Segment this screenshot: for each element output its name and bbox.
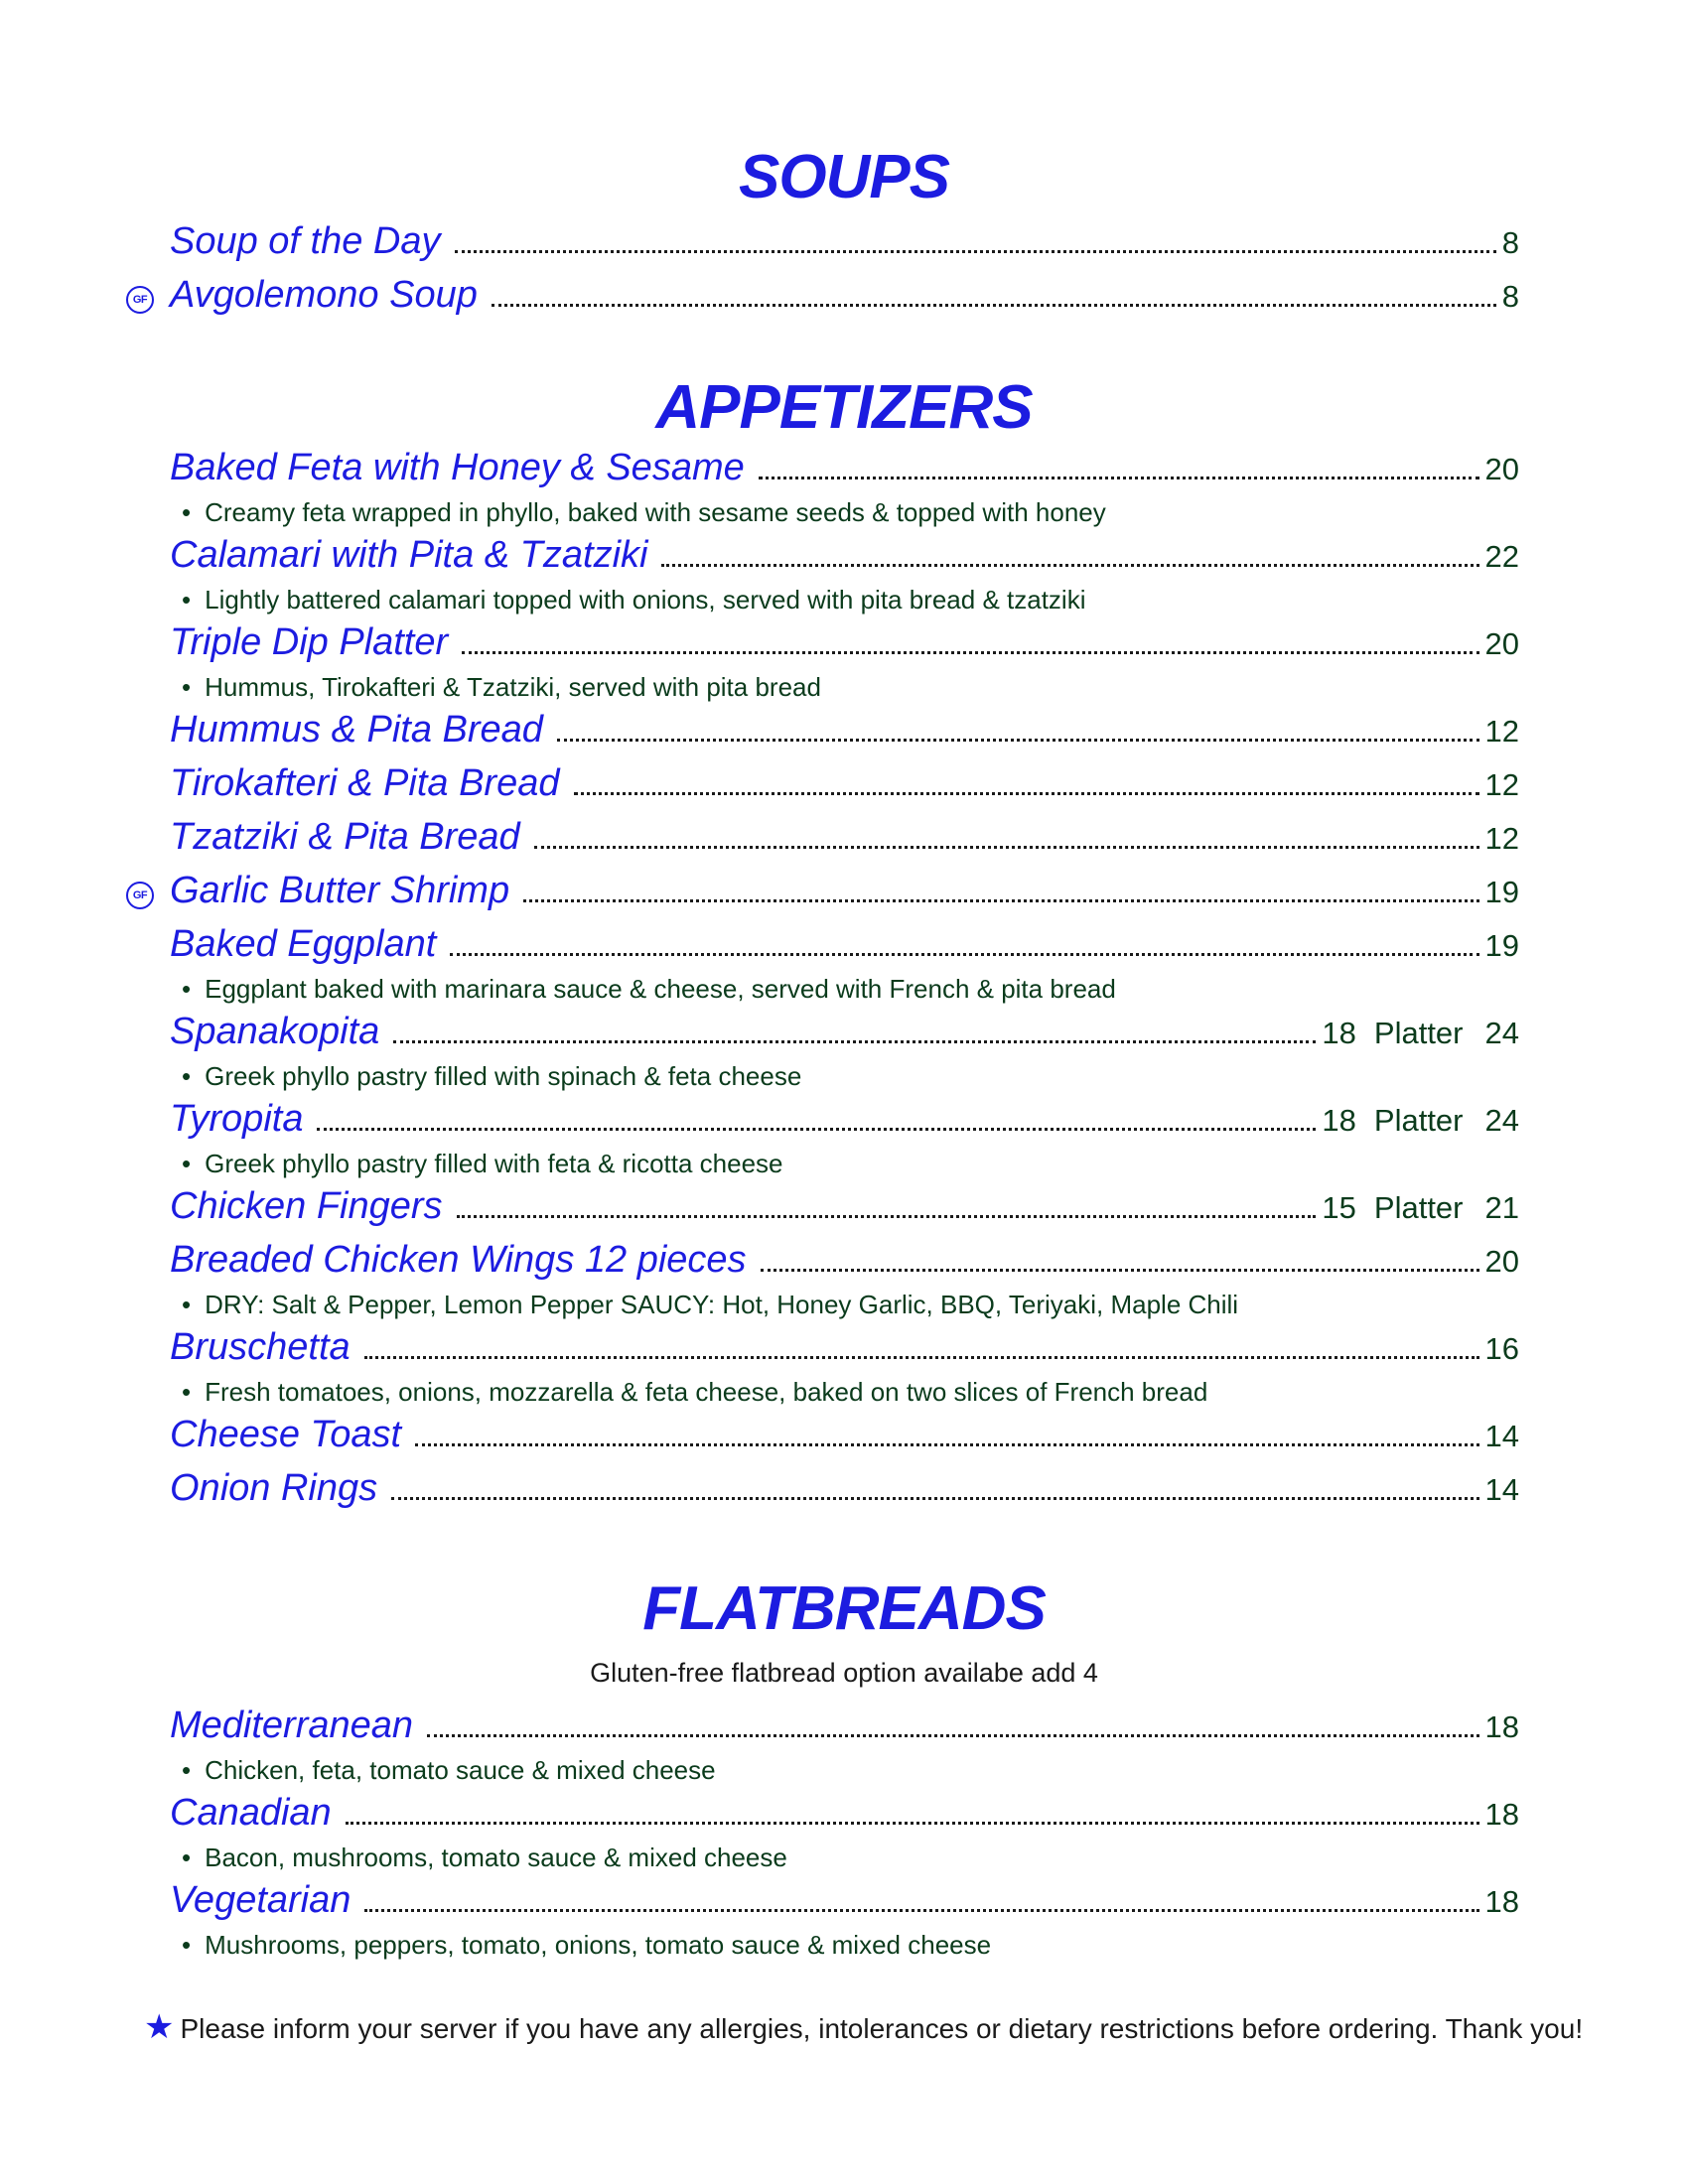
bullet-icon: • (182, 497, 192, 527)
item-name: Triple Dip Platter (170, 621, 449, 663)
dot-leader (523, 898, 1478, 902)
item-price: 18 (1322, 1103, 1356, 1138)
item-description (182, 1756, 1519, 1794)
section-title-appetizers: APPETIZERS (655, 373, 1033, 442)
item-description (182, 1291, 1519, 1328)
item-name: Mediterranean (170, 1705, 414, 1746)
menu-item-bruschetta (170, 1328, 1519, 1416)
flatbreads-list (0, 1706, 1688, 1969)
item-row (170, 1794, 1519, 1843)
appetizers-list (0, 449, 1688, 1523)
dot-leader (346, 1821, 1479, 1825)
description-text: Creamy feta wrapped in phyllo, baked with sesame seeds & topped with honey (205, 497, 1106, 527)
bullet-icon: • (182, 974, 192, 1004)
item-price: 19 (1484, 928, 1519, 963)
item-row (170, 1241, 1519, 1291)
description-text: Mushrooms, peppers, tomato, onions, tomato sauce & mixed cheese (205, 1930, 992, 1960)
dot-leader (534, 845, 1479, 849)
gluten-free-note: Gluten-free flatbread option availabe add 4 (590, 1658, 1098, 1688)
item-price: 20 (1484, 1244, 1519, 1279)
item-description (182, 1378, 1519, 1416)
item-name: Breaded Chicken Wings 12 pieces (170, 1239, 747, 1281)
soups-section (0, 143, 1688, 330)
dot-leader (364, 1355, 1479, 1359)
item-row (170, 711, 1519, 760)
menu-item-tirokafteri-and-pita-bread (170, 764, 1519, 818)
item-price: 20 (1484, 626, 1519, 661)
item-name: Baked Feta with Honey & Sesame (170, 447, 745, 488)
menu-item-tyropita (170, 1100, 1519, 1187)
menu-item-cheese-toast (170, 1416, 1519, 1469)
item-row (170, 925, 1519, 975)
menu-item-calamari-with-pita-and-tzatziki (170, 536, 1519, 623)
item-name: Chicken Fingers (170, 1185, 443, 1227)
platter-price-group (1356, 1018, 1519, 1048)
dot-leader (455, 249, 1496, 253)
bullet-icon: • (182, 585, 192, 614)
platter-label: Platter (1373, 1103, 1464, 1138)
bullet-icon: • (182, 672, 192, 702)
item-name: Canadian (170, 1792, 332, 1834)
menu-item-chicken-fingers (170, 1187, 1519, 1241)
item-row (170, 1100, 1519, 1150)
item-name: Spanakopita (170, 1011, 380, 1052)
star-icon: ★ (144, 2008, 175, 2046)
description-text: Eggplant baked with marinara sauce & cheese, served with French & pita bread (205, 974, 1116, 1004)
dot-leader (415, 1442, 1478, 1446)
description-text: Greek phyllo pastry filled with feta & ricotta cheese (205, 1149, 783, 1178)
appetizers-section (0, 373, 1688, 1523)
dot-leader (661, 563, 1478, 567)
gluten-free-icon: GF (126, 882, 154, 909)
item-price: 18 (1484, 1884, 1519, 1919)
item-row (170, 1469, 1519, 1519)
item-row (170, 1013, 1519, 1062)
item-price: 15 (1322, 1190, 1356, 1225)
item-price: 14 (1484, 1419, 1519, 1453)
item-description (182, 1062, 1519, 1100)
item-name: Calamari with Pita & Tzatziki (170, 534, 648, 576)
item-description (182, 673, 1519, 711)
description-text: Greek phyllo pastry filled with spinach & feta cheese (205, 1061, 802, 1091)
menu-item-mediterranean (170, 1706, 1519, 1794)
item-row (170, 1706, 1519, 1756)
item-description (182, 586, 1519, 623)
item-row (170, 1881, 1519, 1931)
item-description (182, 975, 1519, 1013)
item-price: 20 (1484, 452, 1519, 486)
item-row (170, 623, 1519, 673)
item-row (170, 1328, 1519, 1378)
item-name: Avgolemono Soup (170, 274, 478, 316)
menu-item-baked-eggplant (170, 925, 1519, 1013)
item-price: 18 (1484, 1797, 1519, 1832)
item-price: 12 (1484, 714, 1519, 749)
item-price: 14 (1484, 1472, 1519, 1507)
item-price: 12 (1484, 821, 1519, 856)
menu-item-hummus-and-pita-bread (170, 711, 1519, 764)
menu-item-soup-of-the-day (170, 222, 1519, 276)
platter-price: 24 (1484, 1016, 1519, 1050)
item-price: 16 (1484, 1331, 1519, 1366)
dot-leader (393, 1039, 1316, 1043)
platter-label: Platter (1373, 1190, 1464, 1225)
item-row (170, 536, 1519, 586)
item-row (170, 764, 1519, 814)
item-row (170, 1416, 1519, 1465)
item-description (182, 1931, 1519, 1969)
section-title-soups: SOUPS (738, 143, 950, 211)
platter-price: 24 (1484, 1103, 1519, 1138)
description-text: Fresh tomatoes, onions, mozzarella & feta cheese, baked on two slices of French bread (205, 1377, 1208, 1407)
platter-price: 21 (1484, 1190, 1519, 1225)
platter-price-group (1356, 1192, 1519, 1223)
item-name: Tyropita (170, 1098, 304, 1140)
bullet-icon: • (182, 1149, 192, 1178)
dot-leader (427, 1733, 1478, 1737)
item-name: Hummus & Pita Bread (170, 709, 543, 751)
menu-item-spanakopita (170, 1013, 1519, 1100)
item-row (170, 872, 1519, 921)
dot-leader (462, 650, 1478, 654)
menu-item-onion-rings (170, 1469, 1519, 1523)
gluten-free-icon: GF (126, 286, 154, 314)
item-name: Bruschetta (170, 1326, 351, 1368)
item-name: Vegetarian (170, 1879, 352, 1921)
item-price: 8 (1501, 279, 1519, 314)
menu-item-tzatziki-and-pita-bread (170, 818, 1519, 872)
bullet-icon: • (182, 1930, 192, 1960)
dot-leader (759, 476, 1479, 479)
dot-leader (450, 952, 1478, 956)
item-name: Onion Rings (170, 1467, 378, 1509)
item-name: Garlic Butter Shrimp (170, 870, 510, 911)
platter-label: Platter (1373, 1016, 1464, 1050)
item-name: Cheese Toast (170, 1414, 402, 1455)
menu-item-canadian (170, 1794, 1519, 1881)
menu-item-triple-dip-platter (170, 623, 1519, 711)
description-text: Hummus, Tirokafteri & Tzatziki, served with pita bread (205, 672, 821, 702)
dot-leader (761, 1268, 1479, 1272)
item-name: Tzatziki & Pita Bread (170, 816, 520, 858)
item-price: 8 (1501, 225, 1519, 260)
menu-item-garlic-butter-shrimp (132, 870, 1519, 925)
item-price: 18 (1322, 1016, 1356, 1050)
bullet-icon: • (182, 1290, 192, 1319)
description-text: DRY: Salt & Pepper, Lemon Pepper SAUCY: Hot, Honey Garlic, BBQ, Teriyaki, Maple Chili (205, 1290, 1239, 1319)
item-description (182, 498, 1519, 536)
item-description (182, 1843, 1519, 1881)
bullet-icon: • (182, 1061, 192, 1091)
dot-leader (391, 1496, 1478, 1500)
item-row (170, 1187, 1519, 1237)
item-price: 12 (1484, 767, 1519, 802)
dot-leader (557, 738, 1479, 742)
description-text: Bacon, mushrooms, tomato sauce & mixed cheese (205, 1843, 787, 1872)
item-row (170, 222, 1519, 272)
item-price: 18 (1484, 1709, 1519, 1744)
dot-leader (317, 1127, 1316, 1131)
item-name: Baked Eggplant (170, 923, 437, 965)
menu-item-baked-feta-with-honey-and-sesame (170, 449, 1519, 536)
allergy-notice: Please inform your server if you have any allergies, intolerances or dietary restrictions before ordering. Thank you! (180, 2013, 1584, 2044)
item-row (170, 276, 1519, 326)
item-name: Tirokafteri & Pita Bread (170, 762, 560, 804)
platter-price-group (1356, 1105, 1519, 1136)
menu-item-avgolemono-soup (132, 274, 1519, 330)
item-name: Soup of the Day (170, 220, 441, 262)
item-row (170, 818, 1519, 868)
description-text: Chicken, feta, tomato sauce & mixed cheese (205, 1755, 716, 1785)
section-title-flatbreads: FLATBREADS (642, 1574, 1046, 1643)
allergy-footer (144, 2007, 1584, 2047)
dot-leader (574, 791, 1479, 795)
soups-list (0, 222, 1688, 330)
item-price: 22 (1484, 539, 1519, 574)
bullet-icon: • (182, 1843, 192, 1872)
menu-item-vegetarian (170, 1881, 1519, 1969)
item-row (170, 449, 1519, 498)
menu-item-breaded-chicken-wings-12-pieces (170, 1241, 1519, 1328)
dot-leader (492, 303, 1496, 307)
dot-leader (364, 1908, 1478, 1912)
dot-leader (457, 1214, 1317, 1218)
bullet-icon: • (182, 1377, 192, 1407)
item-description (182, 1150, 1519, 1187)
item-price: 19 (1484, 875, 1519, 909)
bullet-icon: • (182, 1755, 192, 1785)
flatbreads-section (0, 1574, 1688, 1969)
description-text: Lightly battered calamari topped with onions, served with pita bread & tzatziki (205, 585, 1086, 614)
